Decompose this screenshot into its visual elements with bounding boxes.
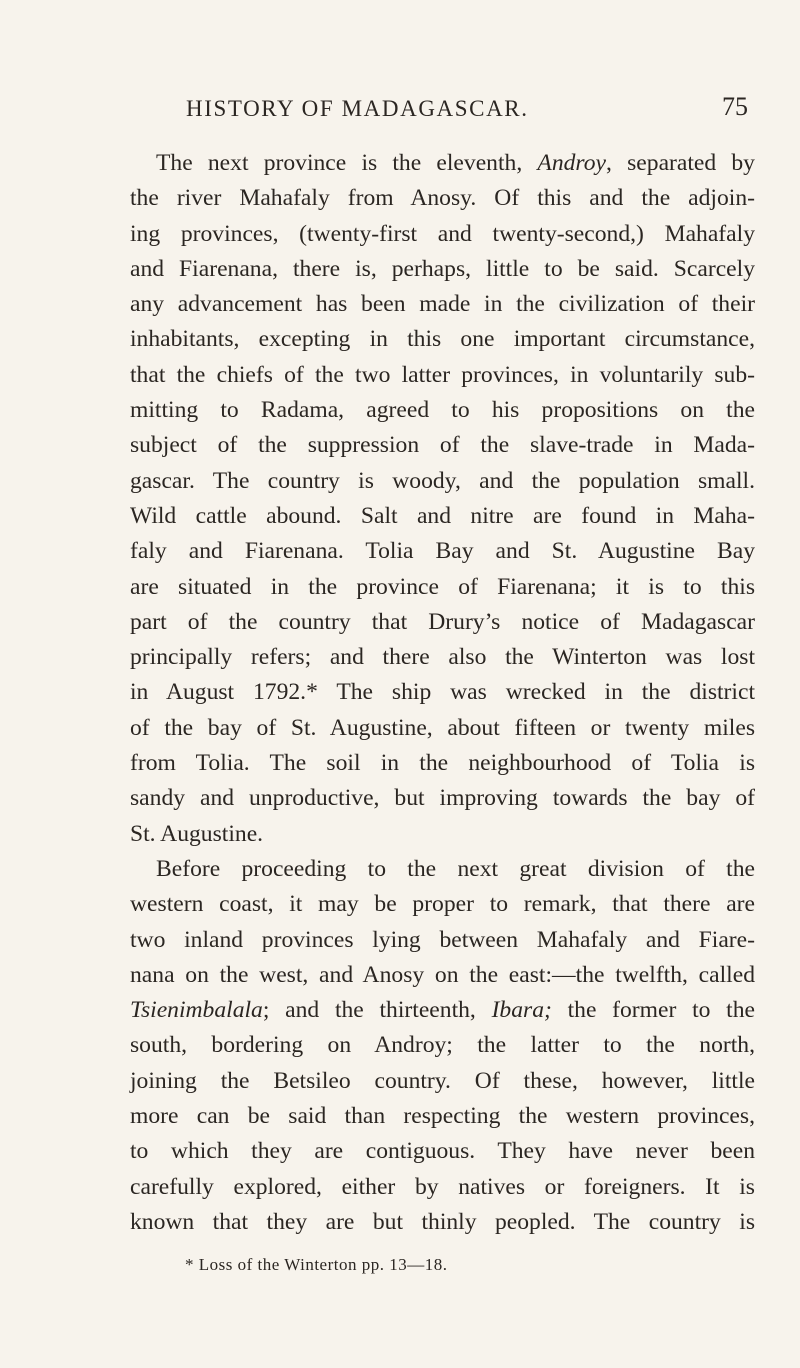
text-line: Before proceeding to the next great division of the xyxy=(156,855,755,882)
text-line: western coast, it may be proper to remark, that there are xyxy=(130,891,755,918)
page-header xyxy=(130,86,770,130)
text-line: to which they are contiguous. They have never been xyxy=(130,1138,755,1165)
text-line: sandy and unproductive, but improving towards the bay of xyxy=(130,785,755,812)
text-line: part of the country that Drury’s notice of Madagascar xyxy=(130,608,755,635)
text-line: more can be said than respecting the western provinces, xyxy=(130,1103,755,1130)
text-line: any advancement has been made in the civilization of their xyxy=(130,291,755,318)
italic-term: Ibara; xyxy=(491,997,552,1024)
text-line: inhabitants, excepting in this one important circumstance, xyxy=(130,326,755,353)
text-line: and Fiarenana, there is, perhaps, little to be said. Scarcely xyxy=(130,255,755,282)
body-text xyxy=(130,146,755,1240)
text-line: mitting to Radama, agreed to his propositions on the xyxy=(130,397,755,424)
text-line: are situated in the province of Fiarenana; it is to this xyxy=(130,573,755,600)
text-line: of the bay of St. Augustine, about fifteen or twenty miles xyxy=(130,714,755,741)
text-line: from Tolia. The soil in the neighbourhood of Tolia is xyxy=(130,750,755,777)
page-number: 75 xyxy=(722,92,748,121)
text-line: known that they are but thinly peopled. The country is xyxy=(130,1208,755,1235)
text-line: two inland provinces lying between Mahafaly and Fiare- xyxy=(130,926,755,953)
italic-term: Androy xyxy=(537,150,607,176)
text-line: the river Mahafaly from Anosy. Of this and the adjoin- xyxy=(130,185,755,212)
text-line: Wild cattle abound. Salt and nitre are found in Maha- xyxy=(130,502,755,529)
text-line: The next province is the eleventh, Androy, separated by xyxy=(156,150,755,176)
text-line: principally refers; and there also the Winterton was lost xyxy=(130,644,755,671)
text-line: south, bordering on Androy; the latter to the north, xyxy=(130,1032,755,1059)
text-line: subject of the suppression of the slave-trade in Mada- xyxy=(130,432,755,459)
text-line: nana on the west, and Anosy on the east:—the twelfth, called xyxy=(130,961,755,988)
text-line: carefully explored, either by natives or foreigners. It is xyxy=(130,1173,755,1200)
text-line: faly and Fiarenana. Tolia Bay and St. Augustine Bay xyxy=(130,538,755,565)
italic-term: Tsienimbalala xyxy=(130,997,263,1024)
footnote: * Loss of the Winterton pp. 13—18. xyxy=(185,1255,448,1274)
text-line: St. Augustine. xyxy=(130,820,264,847)
text-line: Tsienimbalala; and the thirteenth, Ibara; the former to the xyxy=(130,997,755,1024)
text-line: gascar. The country is woody, and the population small. xyxy=(130,467,755,494)
text-line: ing provinces, (twenty-first and twenty-second,) Mahafaly xyxy=(130,220,755,247)
text-line: that the chiefs of the two latter provinces, in voluntarily sub- xyxy=(130,361,755,388)
text-line: joining the Betsileo country. Of these, however, little xyxy=(130,1067,755,1094)
running-head: HISTORY OF MADAGASCAR. xyxy=(186,96,529,121)
text-line: in August 1792.* The ship was wrecked in the district xyxy=(130,679,755,706)
